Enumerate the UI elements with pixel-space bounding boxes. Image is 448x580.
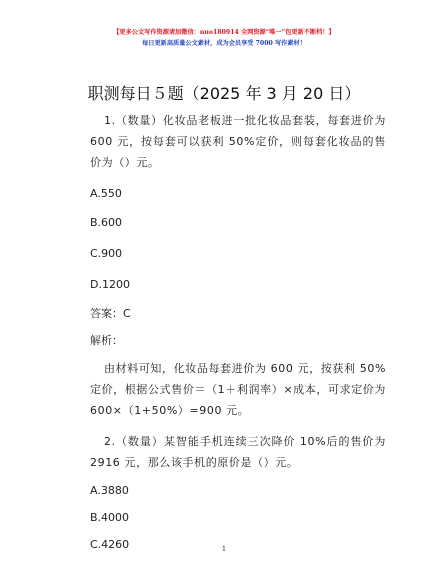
page-title: 职测每日５题（2025 年 3 月 20 日） bbox=[87, 84, 361, 103]
question-1-option-a: A.550 bbox=[90, 187, 122, 200]
promo-banner bbox=[0, 27, 448, 49]
document-body bbox=[90, 110, 386, 551]
page-number: 1 bbox=[221, 545, 227, 553]
question-2-stem: 2.（数量）某智能手机连续三次降价 10%后的售价为 2916 元，那么该手机的原价是（）元。 bbox=[90, 435, 386, 469]
question-1-analysis-label: 解析： bbox=[90, 334, 123, 347]
promo-line-2: 每日更新高质量公文素材，成为会员享受 7000 写作素材！ bbox=[142, 40, 306, 47]
question-1-option-b: B.600 bbox=[90, 216, 123, 229]
question-1-stem: 1.（数量）化妆品老板进一批化妆品套装，每套进价为 600 元，按每套可以获利 50%定价，则每套化妆品的售价为（）元。 bbox=[90, 114, 386, 169]
promo-line-1: 【更多公文写作资源请加微信：nuo180914 全网资源“唯一”包更新不断档！】 bbox=[113, 29, 335, 36]
question-1-answer: 答案：C bbox=[90, 307, 131, 320]
question-1-option-c: C.900 bbox=[90, 247, 123, 260]
question-2-option-b: B.4000 bbox=[90, 511, 130, 524]
question-1-option-d: D.1200 bbox=[90, 278, 130, 291]
question-2-option-c: C.4260 bbox=[90, 538, 130, 551]
question-2-option-a: A.3880 bbox=[90, 484, 129, 497]
question-1-analysis: 由材料可知，化妆品每套进价为 600 元，按获利 50%定价，根据公式售价＝（1＋利润率）×成本，可求定价为 600×（1+50%）=900 元。 bbox=[90, 362, 386, 417]
